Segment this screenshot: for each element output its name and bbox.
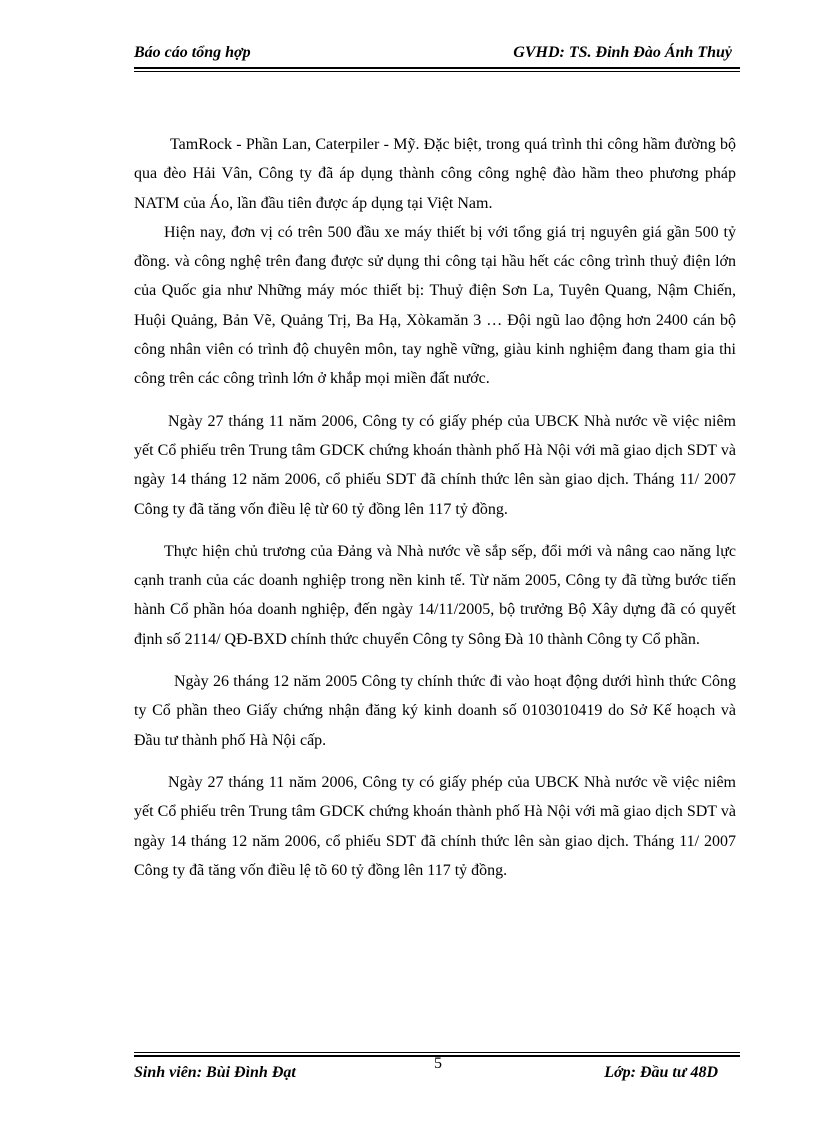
page-footer: [134, 1055, 740, 1083]
paragraph-3: Ngày 27 tháng 11 năm 2006, Công ty có giấy phép của UBCK Nhà nước về việc niêm yết Cổ phiếu trên Trung tâm GDCK chứng khoán thành phố Hà Nội với mã giao dịch SDT và ngày 14 tháng 12 năm 2006, cổ phiếu SDT đã chính thức lên sàn giao dịch. Tháng 11/ 2007 Công ty đã tăng vốn điều lệ từ 60 tỷ đồng lên 117 tỷ đồng.: [134, 412, 736, 518]
footer-student-name: Sinh viên: Bùi Đình Đạt: [134, 1064, 296, 1081]
paragraph-2: Hiện nay, đơn vị có trên 500 đầu xe máy thiết bị với tổng giá trị nguyên giá gần 500 tỷ đồng. và công nghệ trên đang được sử dụng thi công tại hầu hết các công trình thuỷ điện lớn của Quốc gia như Những máy móc thiết bị: Thuỷ điện Sơn La, Tuyên Quang, Nậm Chiến, Huội Quảng, Bản Vẽ, Quảng Trị, Ba Hạ, Xòkamăn 3 … Đội ngũ lao động hơn 2400 cán bộ công nhân viên có trình độ chuyên môn, tay nghề vững, giàu kinh nghiệm đang tham gia thi công trên các công trình lớn ở khắp mọi miền đất nước.: [134, 223, 736, 388]
header-rule-thick: [134, 67, 740, 69]
header-report-title: Báo cáo tổng hợp: [134, 44, 251, 61]
document-body: [134, 130, 736, 885]
paragraph-1: TamRock - Phần Lan, Caterpiler - Mỹ. Đặc biệt, trong quá trình thi công hầm đường bộ qua đèo Hải Vân, Công ty đã áp dụng thành công công nghệ đào hầm theo phương pháp NATM của Áo, lần đầu tiên được áp dụng tại Việt Nam.: [134, 136, 736, 212]
page-number: 5: [434, 1055, 442, 1072]
footer-rule-thin: [134, 1052, 740, 1053]
footer-class: Lớp: Đầu tư 48D: [604, 1064, 718, 1081]
header-supervisor: GVHD: TS. Đinh Đào Ánh Thuỷ: [513, 44, 732, 61]
paragraph-5: Ngày 26 tháng 12 năm 2005 Công ty chính thức đi vào hoạt động dưới hình thức Công ty Cổ phần theo Giấy chứng nhận đăng ký kinh doanh số 0103010419 do Sở Kế hoạch và Đầu tư thành phố Hà Nội cấp.: [134, 673, 736, 749]
page-header: [134, 44, 740, 66]
paragraph-6: Ngày 27 tháng 11 năm 2006, Công ty có giấy phép của UBCK Nhà nước về việc niêm yết Cổ phiếu trên Trung tâm GDCK chứng khoán thành phố Hà Nội với mã giao dịch SDT và ngày 14 tháng 12 năm 2006, cổ phiếu SDT đã chính thức lên sàn giao dịch. Tháng 11/ 2007 Công ty đã tăng vốn điều lệ tõ 60 tỷ đồng lên 117 tỷ đồng.: [134, 773, 736, 879]
header-rule-thin: [134, 71, 740, 72]
paragraph-4: Thực hiện chủ trương của Đảng và Nhà nước về sắp sếp, đổi mới và nâng cao năng lực cạnh tranh của các doanh nghiệp trong nền kinh tế. Từ năm 2005, Công ty đã từng bước tiến hành Cổ phần hóa doanh nghiệp, đến ngày 14/11/2005, bộ trưởng Bộ Xây dựng đã có quyết định số 2114/ QĐ-BXD chính thức chuyển Công ty Sông Đà 10 thành Công ty Cổ phần.: [134, 542, 736, 648]
